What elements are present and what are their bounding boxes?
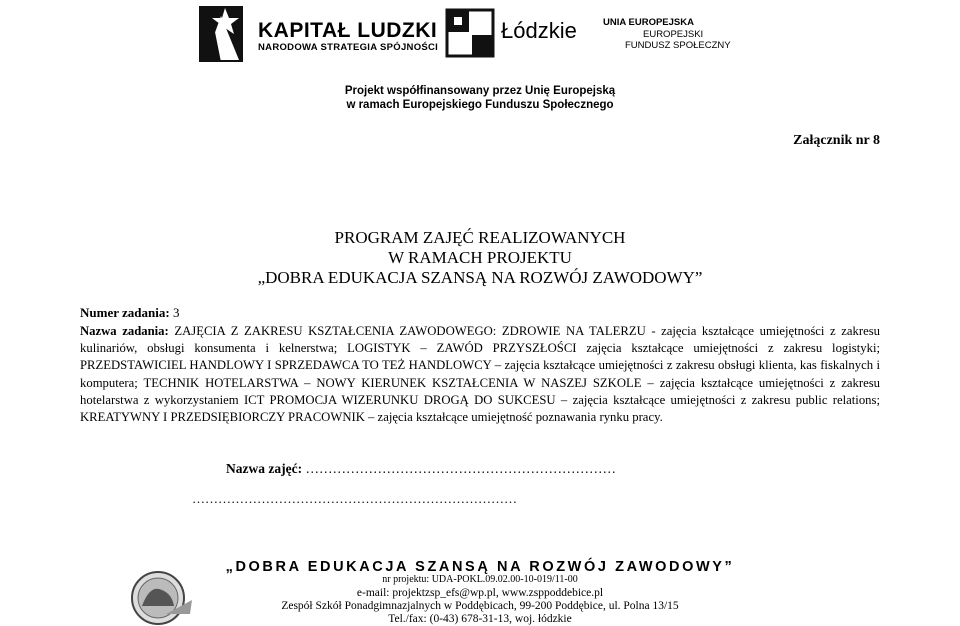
task-number-label: Numer zadania: bbox=[80, 305, 170, 320]
lodzkie-logo-icon bbox=[445, 8, 495, 58]
kapital-ludzki-subtitle: NARODOWA STRATEGIA SPÓJNOŚCI bbox=[258, 42, 439, 53]
footer-phone: Tel./fax: (0-43) 678-31-13, woj. łódzkie bbox=[388, 613, 572, 625]
attachment-number: Załącznik nr 8 bbox=[793, 133, 880, 148]
task-name-value: ZAJĘCIA Z ZAKRESU KSZTAŁCENIA ZAWODOWEGO: ZDROWIE NA TALERZU - zajęcia kształcące umiejętności z zakresu kulinariów, obsługi konsumenta i kelnerstwa; LOGISTYK – ZAWÓD PRZYSZŁOŚCI zajęcia kształcące umiejętności z zakresu logistyki; PRZEDSTAWICIEL HANDLOWY I SPRZEDAWCA TO TEŻ HANDLOWCY – zajęcia kształcące umiejętności z zakresu obsługi klienta, kas fiskalnych i komputera; TECHNIK HOTELARSTWA – NOWY KIERUNEK KSZTAŁCENIA W NASZEJ SZKOLE – zajęcia kształcące umiejętności z zakresu hotelarstwa z wykorzystaniem ICT PROMOCJA WIZERUNKU DROGĄ DO SUKCESU – zajęcia kształcące umiejętności z zakresu public relations; KREATYWNY I PRZEDSIĘBIORCZY PRACOWNIK – zajęcia kształcące umiejętność poznawania rynku pracy. bbox=[80, 324, 881, 425]
task-name-label: Nazwa zadania: bbox=[80, 324, 169, 338]
task-number bbox=[80, 305, 179, 321]
footer-email: e-mail: projektzsp_efs@wp.pl, www.zsppoddebice.pl bbox=[356, 587, 604, 599]
blank-line-dots: ………………………………………………………………… bbox=[192, 491, 517, 506]
class-name-label: Nazwa zajęć: bbox=[226, 461, 303, 476]
class-name-field bbox=[226, 461, 616, 477]
title-line-1: PROGRAM ZAJĘĆ REALIZOWANYCH bbox=[334, 228, 626, 247]
task-number-value: 3 bbox=[172, 305, 180, 320]
eu-title: UNIA EUROPEJSKA bbox=[603, 17, 694, 28]
kapital-ludzki-logo-icon bbox=[195, 2, 247, 66]
footer-project-number: nr projektu: UDA-POKL.09.02.00-10-019/11-00 bbox=[382, 574, 578, 585]
task-description bbox=[80, 323, 880, 426]
cofinancing-line-1: Projekt współfinansowany przez Unię Europejską bbox=[344, 85, 616, 97]
cofinancing-line-2: w ramach Europejskiego Funduszu Społecznego bbox=[346, 99, 614, 111]
class-name-dots: …………………………………………………………… bbox=[305, 461, 616, 476]
document-title bbox=[0, 228, 960, 288]
title-line-2: W RAMACH PROJEKTU bbox=[388, 248, 572, 267]
eu-subtitle-2: FUNDUSZ SPOŁECZNY bbox=[625, 40, 731, 51]
title-line-3: „DOBRA EDUKACJA SZANSĄ NA ROZWÓJ ZAWODOWY” bbox=[257, 268, 703, 287]
footer-project-title: „DOBRA EDUKACJA SZANSĄ NA ROZWÓJ ZAWODOWY” bbox=[225, 559, 735, 575]
footer-school-address: Zespół Szkół Ponadgimnazjalnych w Poddębicach, 99-200 Poddębice, ul. Polna 13/15 bbox=[281, 600, 679, 612]
eu-subtitle-1: EUROPEJSKI bbox=[643, 29, 704, 40]
lodzkie-name: Łódzkie bbox=[501, 18, 577, 43]
kapital-ludzki-title: KAPITAŁ LUDZKI bbox=[258, 19, 438, 42]
